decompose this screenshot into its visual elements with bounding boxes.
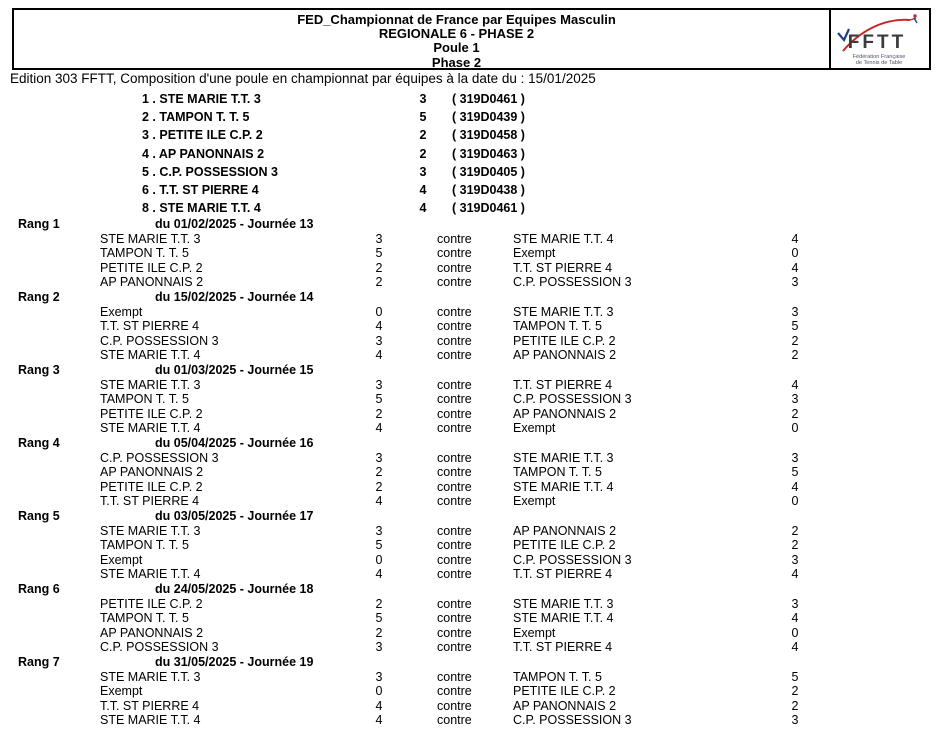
club-code: ( 319D0439 ) (452, 110, 525, 125)
logo-subtitle-line2: de Tennis de Table (855, 60, 903, 66)
team-rank-and-name: 6 . T.T. ST PIERRE 4 (142, 182, 259, 197)
round-header (0, 436, 940, 451)
document-title-block (14, 10, 829, 68)
match-row (0, 232, 940, 247)
club-code: ( 319D0405 ) (452, 164, 525, 179)
versus-label: contre (437, 567, 472, 582)
home-team-number: 4 (375, 494, 383, 509)
match-row (0, 626, 940, 641)
home-team-name: STE MARIE T.T. 4 (100, 567, 201, 582)
team-rank-and-name: 4 . AP PANONNAIS 2 (142, 146, 265, 161)
away-team-number: 3 (791, 596, 799, 611)
away-team-number: 2 (791, 684, 799, 699)
versus-label: contre (437, 640, 472, 655)
home-team-name: PETITE ILE C.P. 2 (100, 260, 203, 275)
round-rank-label: Rang 7 (18, 655, 60, 669)
away-team-number: 3 (791, 450, 799, 465)
match-row (0, 684, 940, 699)
round-rank-label: Rang 6 (18, 582, 60, 596)
home-team-number: 3 (375, 523, 383, 538)
match-row (0, 597, 940, 612)
home-team-name: STE MARIE T.T. 4 (100, 348, 201, 363)
match-row (0, 305, 940, 320)
round-date-label: du 24/05/2025 - Journée 18 (155, 582, 314, 596)
away-team-number: 4 (791, 567, 799, 582)
home-team-number: 5 (375, 538, 383, 553)
away-team-name: PETITE ILE C.P. 2 (513, 333, 616, 348)
round-date-label: du 05/04/2025 - Journée 16 (155, 436, 314, 450)
title-line-phase: Phase 2 (431, 54, 482, 70)
away-team-name: PETITE ILE C.P. 2 (513, 538, 616, 553)
club-code: ( 319D0461 ) (452, 201, 525, 216)
home-team-number: 2 (375, 406, 383, 421)
home-team-name: T.T. ST PIERRE 4 (100, 319, 200, 334)
versus-label: contre (437, 421, 472, 436)
away-team-name: T.T. ST PIERRE 4 (513, 567, 613, 582)
home-team-number: 4 (375, 421, 383, 436)
home-team-name: C.P. POSSESSION 3 (100, 640, 219, 655)
team-row (0, 145, 940, 163)
away-team-name: C.P. POSSESSION 3 (513, 392, 632, 407)
round-section (0, 436, 940, 509)
match-row (0, 348, 940, 363)
match-row (0, 319, 940, 334)
home-team-name: Exempt (100, 304, 143, 319)
away-team-name: AP PANONNAIS 2 (513, 523, 617, 538)
away-team-name: T.T. ST PIERRE 4 (513, 377, 613, 392)
away-team-number: 0 (791, 625, 799, 640)
home-team-name: TAMPON T. T. 5 (100, 246, 189, 261)
versus-label: contre (437, 377, 472, 392)
away-team-name: STE MARIE T.T. 3 (513, 304, 614, 319)
versus-label: contre (437, 713, 472, 728)
home-team-number: 3 (375, 450, 383, 465)
versus-label: contre (437, 552, 472, 567)
away-team-number: 0 (791, 494, 799, 509)
fftt-logo-graphic (831, 10, 927, 66)
round-date-label: du 15/02/2025 - Journée 14 (155, 290, 314, 304)
home-team-number: 2 (375, 465, 383, 480)
home-team-number: 5 (375, 611, 383, 626)
round-rank-label: Rang 3 (18, 363, 60, 377)
round-section (0, 655, 940, 728)
home-team-number: 3 (375, 669, 383, 684)
round-header (0, 582, 940, 597)
versus-label: contre (437, 275, 472, 290)
home-team-number: 4 (375, 713, 383, 728)
home-team-name: T.T. ST PIERRE 4 (100, 698, 200, 713)
versus-label: contre (437, 260, 472, 275)
title-line-championship: FED_Championnat de France par Equipes Masculin (297, 12, 616, 27)
versus-label: contre (437, 669, 472, 684)
edition-line: Edition 303 FFTT, Composition d'une poule en championnat par équipes à la date du : 15/01/2025 (10, 71, 596, 86)
away-team-name: AP PANONNAIS 2 (513, 698, 617, 713)
round-date-label: du 01/02/2025 - Journée 13 (155, 217, 314, 231)
away-team-number: 3 (791, 275, 799, 290)
versus-label: contre (437, 319, 472, 334)
home-team-name: STE MARIE T.T. 3 (100, 523, 201, 538)
home-team-name: TAMPON T. T. 5 (100, 611, 189, 626)
round-header (0, 217, 940, 232)
away-team-number: 2 (791, 698, 799, 713)
match-row (0, 553, 940, 568)
home-team-number: 4 (375, 567, 383, 582)
home-team-number: 3 (375, 333, 383, 348)
away-team-number: 2 (791, 333, 799, 348)
versus-label: contre (437, 698, 472, 713)
logo-subtitle-line1: Fédération Française (852, 54, 906, 60)
home-team-number: 3 (375, 231, 383, 246)
team-rank-and-name: 3 . PETITE ILE C.P. 2 (142, 128, 263, 143)
away-team-number: 0 (791, 421, 799, 436)
away-team-number: 5 (791, 319, 799, 334)
away-team-number: 2 (791, 523, 799, 538)
away-team-name: STE MARIE T.T. 3 (513, 450, 614, 465)
match-row (0, 699, 940, 714)
round-section (0, 290, 940, 363)
away-team-name: Exempt (513, 421, 556, 436)
match-row (0, 567, 940, 582)
match-row (0, 261, 940, 276)
away-team-number: 4 (791, 377, 799, 392)
home-team-number: 0 (375, 684, 383, 699)
away-team-number: 3 (791, 304, 799, 319)
away-team-number: 4 (791, 611, 799, 626)
round-header (0, 290, 940, 305)
away-team-name: T.T. ST PIERRE 4 (513, 260, 613, 275)
match-row (0, 670, 940, 685)
versus-label: contre (437, 406, 472, 421)
versus-label: contre (437, 538, 472, 553)
match-row (0, 480, 940, 495)
away-team-name: STE MARIE T.T. 4 (513, 611, 614, 626)
away-team-name: AP PANONNAIS 2 (513, 406, 617, 421)
home-team-number: 5 (375, 246, 383, 261)
home-team-name: STE MARIE T.T. 3 (100, 231, 201, 246)
versus-label: contre (437, 450, 472, 465)
away-team-name: C.P. POSSESSION 3 (513, 552, 632, 567)
away-team-name: C.P. POSSESSION 3 (513, 713, 632, 728)
away-team-name: C.P. POSSESSION 3 (513, 275, 632, 290)
away-team-name: Exempt (513, 246, 556, 261)
home-team-name: STE MARIE T.T. 4 (100, 713, 201, 728)
team-rank-and-name: 8 . STE MARIE T.T. 4 (142, 201, 261, 216)
home-team-number: 2 (375, 625, 383, 640)
team-row (0, 163, 940, 181)
away-team-name: TAMPON T. T. 5 (513, 669, 602, 684)
home-team-name: STE MARIE T.T. 3 (100, 377, 201, 392)
match-row (0, 421, 940, 436)
away-team-number: 4 (791, 231, 799, 246)
away-team-number: 4 (791, 640, 799, 655)
header-box (12, 8, 931, 70)
home-team-name: T.T. ST PIERRE 4 (100, 494, 200, 509)
team-number: 4 (419, 182, 427, 197)
match-row (0, 275, 940, 290)
away-team-number: 5 (791, 465, 799, 480)
match-row (0, 392, 940, 407)
team-row (0, 108, 940, 126)
away-team-number: 4 (791, 479, 799, 494)
away-team-name: STE MARIE T.T. 3 (513, 596, 614, 611)
match-row (0, 246, 940, 261)
club-code: ( 319D0463 ) (452, 146, 525, 161)
match-row (0, 451, 940, 466)
home-team-number: 2 (375, 260, 383, 275)
team-number: 3 (419, 92, 427, 106)
versus-label: contre (437, 684, 472, 699)
logo-acronym: FFTT (847, 32, 907, 53)
fftt-logo (829, 10, 929, 68)
match-row (0, 407, 940, 422)
home-team-number: 4 (375, 698, 383, 713)
versus-label: contre (437, 625, 472, 640)
versus-label: contre (437, 348, 472, 363)
versus-label: contre (437, 479, 472, 494)
round-section (0, 582, 940, 655)
team-rank-and-name: 1 . STE MARIE T.T. 3 (142, 92, 261, 106)
away-team-name: T.T. ST PIERRE 4 (513, 640, 613, 655)
round-date-label: du 03/05/2025 - Journée 17 (155, 509, 314, 523)
round-rank-label: Rang 4 (18, 436, 60, 450)
round-section (0, 509, 940, 582)
away-team-number: 2 (791, 348, 799, 363)
team-row (0, 90, 940, 108)
home-team-name: AP PANONNAIS 2 (100, 625, 204, 640)
versus-label: contre (437, 231, 472, 246)
round-rank-label: Rang 2 (18, 290, 60, 304)
home-team-name: STE MARIE T.T. 4 (100, 421, 201, 436)
round-header (0, 363, 940, 378)
round-date-label: du 01/03/2025 - Journée 15 (155, 363, 314, 377)
team-rank-and-name: 5 . C.P. POSSESSION 3 (142, 164, 278, 179)
away-team-number: 5 (791, 669, 799, 684)
home-team-name: STE MARIE T.T. 3 (100, 669, 201, 684)
away-team-number: 3 (791, 713, 799, 728)
home-team-number: 4 (375, 348, 383, 363)
match-row (0, 538, 940, 553)
versus-label: contre (437, 465, 472, 480)
team-row (0, 199, 940, 217)
match-row (0, 640, 940, 655)
home-team-number: 2 (375, 479, 383, 494)
away-team-number: 3 (791, 552, 799, 567)
club-code: ( 319D0461 ) (452, 92, 525, 106)
match-row (0, 465, 940, 480)
team-number: 3 (419, 164, 427, 179)
home-team-name: Exempt (100, 684, 143, 699)
home-team-name: PETITE ILE C.P. 2 (100, 596, 203, 611)
team-rank-and-name: 2 . TAMPON T. T. 5 (142, 110, 250, 125)
match-row (0, 378, 940, 393)
club-code: ( 319D0438 ) (452, 182, 525, 197)
team-number: 4 (419, 201, 427, 216)
round-header (0, 655, 940, 670)
versus-label: contre (437, 304, 472, 319)
away-team-name: AP PANONNAIS 2 (513, 348, 617, 363)
round-header (0, 509, 940, 524)
home-team-name: AP PANONNAIS 2 (100, 465, 204, 480)
club-code: ( 319D0458 ) (452, 128, 525, 143)
title-line-poule: Poule 1 (433, 40, 480, 56)
away-team-name: TAMPON T. T. 5 (513, 465, 602, 480)
away-team-number: 2 (791, 538, 799, 553)
title-line-division: REGIONALE 6 - PHASE 2 (378, 26, 535, 42)
versus-label: contre (437, 333, 472, 348)
away-team-name: Exempt (513, 494, 556, 509)
team-number: 5 (419, 110, 427, 125)
rounds-list (0, 217, 940, 728)
away-team-number: 2 (791, 406, 799, 421)
home-team-number: 0 (375, 304, 383, 319)
versus-label: contre (437, 494, 472, 509)
home-team-name: AP PANONNAIS 2 (100, 275, 204, 290)
home-team-number: 2 (375, 275, 383, 290)
team-number: 2 (419, 128, 427, 143)
away-team-number: 3 (791, 392, 799, 407)
home-team-number: 3 (375, 640, 383, 655)
away-team-name: TAMPON T. T. 5 (513, 319, 602, 334)
match-row (0, 334, 940, 349)
home-team-number: 0 (375, 552, 383, 567)
away-team-name: STE MARIE T.T. 4 (513, 479, 614, 494)
home-team-name: C.P. POSSESSION 3 (100, 333, 219, 348)
away-team-name: STE MARIE T.T. 4 (513, 231, 614, 246)
home-team-name: PETITE ILE C.P. 2 (100, 406, 203, 421)
team-row (0, 126, 940, 144)
round-section (0, 217, 940, 290)
home-team-name: PETITE ILE C.P. 2 (100, 479, 203, 494)
home-team-name: C.P. POSSESSION 3 (100, 450, 219, 465)
home-team-number: 3 (375, 377, 383, 392)
match-row (0, 524, 940, 539)
home-team-name: TAMPON T. T. 5 (100, 538, 189, 553)
match-row (0, 713, 940, 728)
versus-label: contre (437, 523, 472, 538)
team-number: 2 (419, 146, 427, 161)
logo-player-head-icon (913, 14, 916, 17)
away-team-number: 0 (791, 246, 799, 261)
home-team-number: 4 (375, 319, 383, 334)
home-team-name: TAMPON T. T. 5 (100, 392, 189, 407)
team-row (0, 181, 940, 199)
home-team-name: Exempt (100, 552, 143, 567)
versus-label: contre (437, 392, 472, 407)
versus-label: contre (437, 596, 472, 611)
versus-label: contre (437, 611, 472, 626)
away-team-name: PETITE ILE C.P. 2 (513, 684, 616, 699)
match-row (0, 611, 940, 626)
home-team-number: 2 (375, 596, 383, 611)
round-date-label: du 31/05/2025 - Journée 19 (155, 655, 314, 669)
team-list (0, 90, 940, 217)
versus-label: contre (437, 246, 472, 261)
away-team-number: 4 (791, 260, 799, 275)
home-team-number: 5 (375, 392, 383, 407)
round-rank-label: Rang 1 (18, 217, 60, 231)
round-rank-label: Rang 5 (18, 509, 60, 523)
match-row (0, 494, 940, 509)
round-section (0, 363, 940, 436)
away-team-name: Exempt (513, 625, 556, 640)
